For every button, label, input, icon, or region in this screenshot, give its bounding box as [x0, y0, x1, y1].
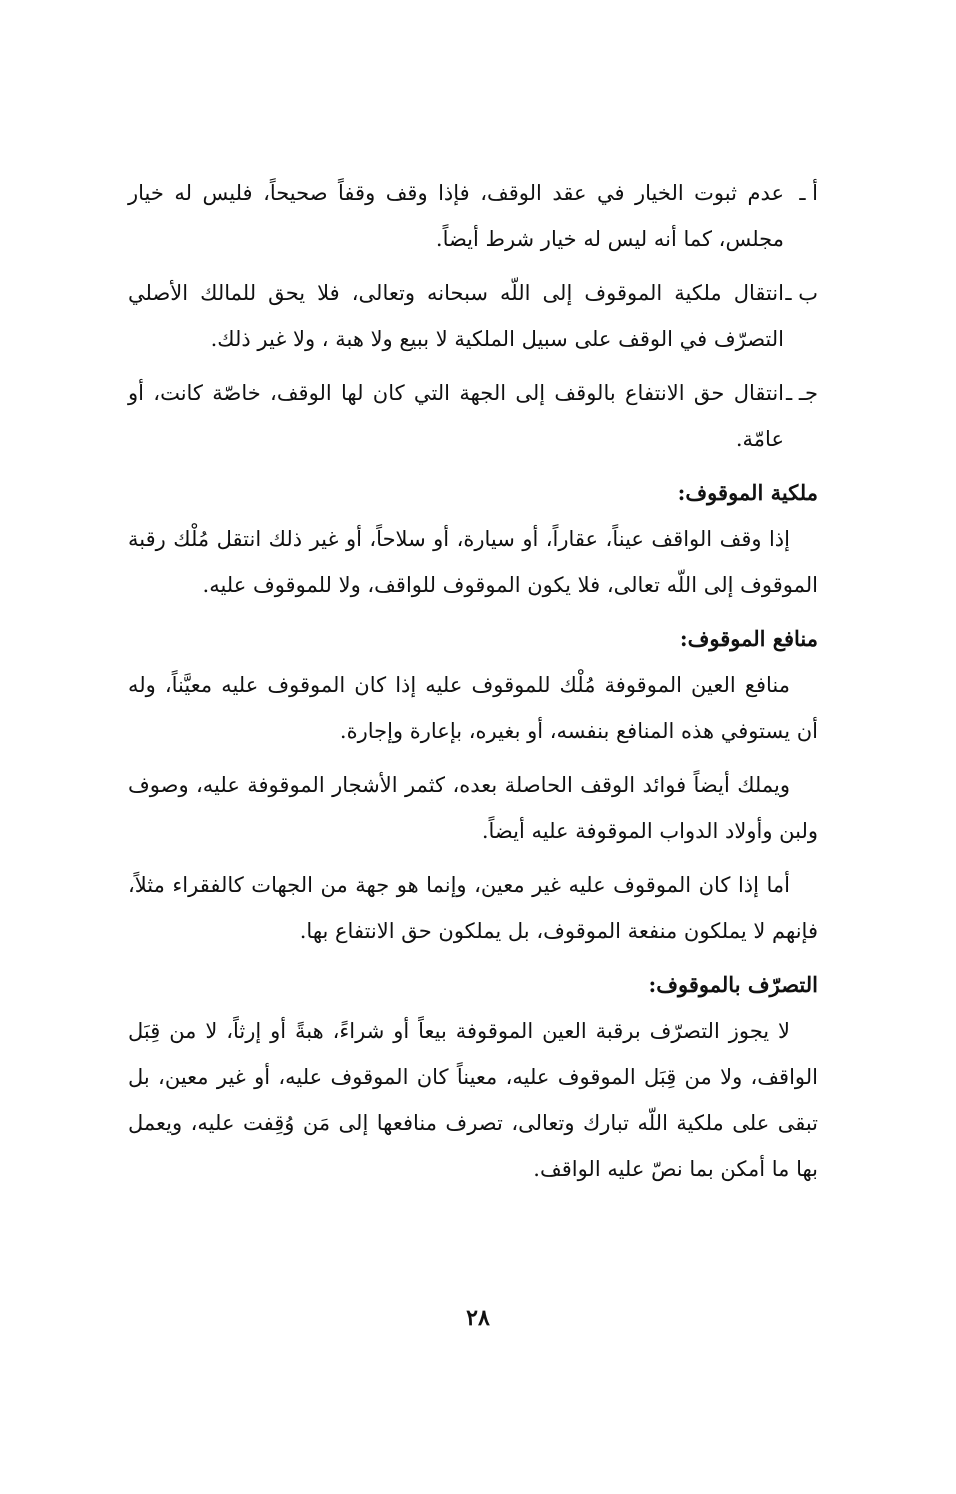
paragraph-benefits-3: أما إذا كان الموقوف عليه غير معين، وإنما هو جهة من الجهات كالفقراء مثلاً، فإنهم لا يملكون منفعة الموقوف، بل يملكون حق الانتفاع بها.: [128, 873, 818, 943]
paragraph-benefits-1: منافع العين الموقوفة مُلْك للموقوف عليه إذا كان الموقوف عليه معيَّناً، وله أن يستوفي هذه المنافع بنفسه، أو بغيره، بإعارة وإجارة.: [128, 673, 818, 743]
paragraph-ownership: إذا وقف الواقف عيناً، عقاراً، أو سيارة، أو سلاحاً، أو غير ذلك انتقل مُلْك رقبة الموقوف إلى اللّه تعالى، فلا يكون الموقوف للواقف، ولا للموقوف عليه.: [128, 527, 818, 597]
list-text-a: عدم ثبوت الخيار في عقد الوقف، فإذا وقف وقفاً صحيحاً، فليس له خيار مجلس، كما أنه ليس له خيار شرط أيضاً.: [128, 181, 784, 251]
list-text-b: انتقال ملكية الموقوف إلى اللّه سبحانه وتعالى، فلا يحق للمالك الأصلي التصرّف في الوقف على سبيل الملكية لا ببيع ولا هبة ، ولا غير ذلك.: [128, 281, 784, 351]
page-number: ٢٨: [466, 1305, 490, 1331]
paragraph-disposal: لا يجوز التصرّف برقبة العين الموقوفة بيعاً أو شراءً، هبةً أو إرثاً، لا من قِبَل الواقف، ولا من قِبَل الموقوف عليه، معيناً كان الموقوف عليه، أو غير معين، بل تبقى على ملكية اللّه تبارك وتعالى، تصرف منافعها إلى مَن وُقِفت عليه، ويعمل بها ما أمكن بما نصّ عليه الواقف.: [128, 1019, 818, 1181]
list-item-c: [128, 370, 818, 462]
list-marker-b: ب ـ: [785, 281, 818, 305]
list-text-c: انتقال حق الانتفاع بالوقف إلى الجهة التي كان لها الوقف، خاصّة كانت، أو عامّة.: [128, 381, 784, 451]
list-item-a: [128, 170, 818, 262]
list-marker-c: جـ ـ: [786, 381, 818, 405]
page-content: [128, 170, 818, 1200]
section-heading-benefits: منافع الموقوف:: [679, 626, 818, 651]
paragraph-benefits-2: ويملك أيضاً فوائد الوقف الحاصلة بعده، كثمر الأشجار الموقوفة عليه، وصوف ولبن وأولاد الدواب الموقوفة عليه أيضاً.: [128, 773, 818, 843]
section-heading-ownership: ملكية الموقوف:: [677, 480, 818, 505]
list-item-b: [128, 270, 818, 362]
list-marker-a: أ ـ: [799, 181, 818, 205]
section-heading-disposal: التصرّف بالموقوف:: [648, 972, 818, 997]
